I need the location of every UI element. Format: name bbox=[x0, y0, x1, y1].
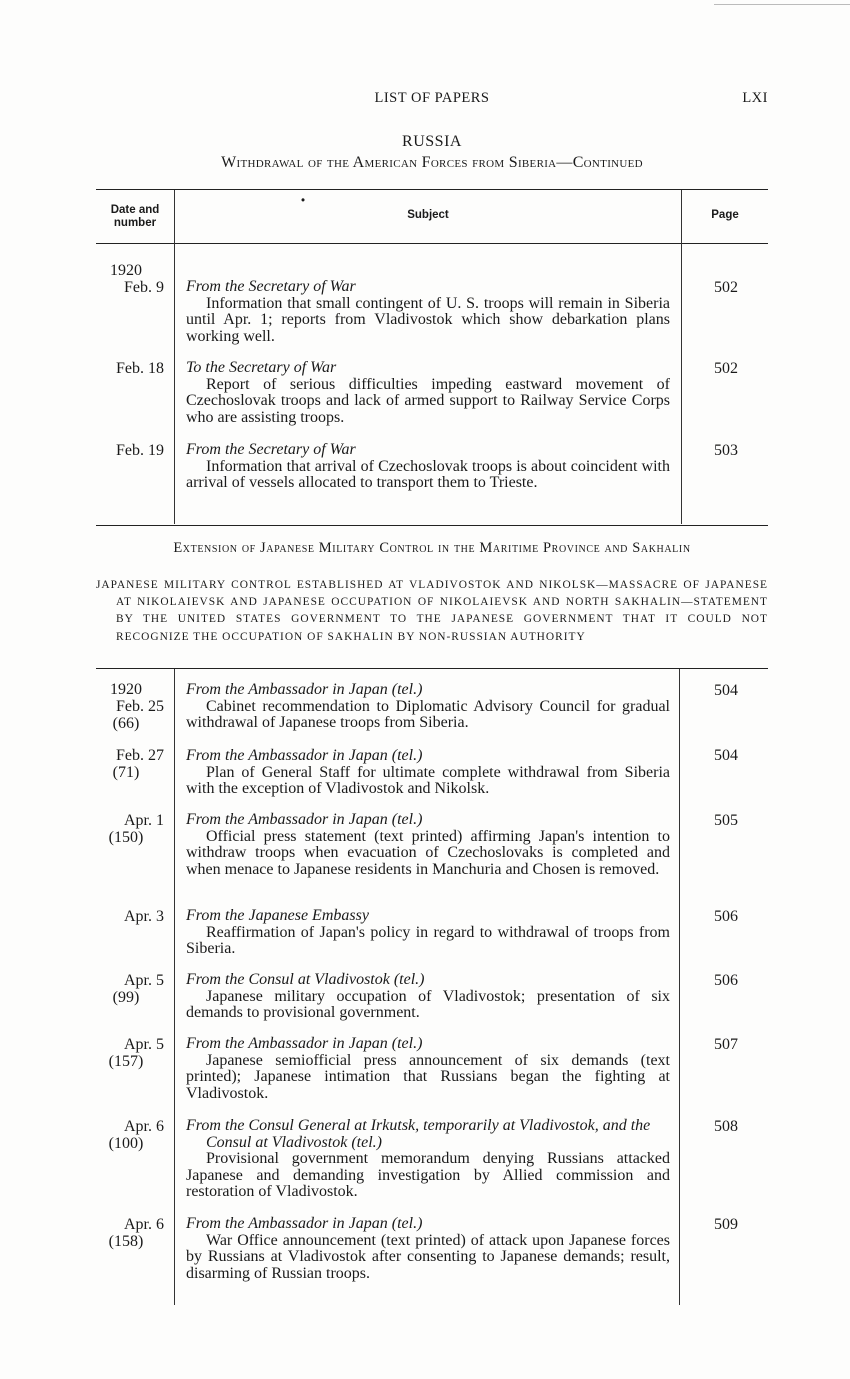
entry-subject bbox=[186, 1118, 670, 1201]
column-divider bbox=[174, 669, 175, 1305]
subsection-summary: JAPANESE MILITARY CONTROL ESTABLISHED AT VLADIVOSTOK AND NIKOLSK—MASSACRE OF JAPANESE AT NIKOLAIEVSK AND JAPANESE OCCUPATION OF NIKOLAIEVSK AND NORTH SAKHALIN—STATEMENT BY THE UNITED STATES GOVERNMENT TO THE JAPANESE GOVERNMENT THAT IT COULD NOT RECOGNIZE THE OCCUPATION OF SAKHALIN BY NON-RUSSIAN AUTHORITY bbox=[96, 579, 768, 643]
entry-number: (66) bbox=[112, 715, 140, 732]
header-dot: • bbox=[300, 195, 306, 207]
entry-page: 504 bbox=[714, 682, 738, 699]
entry-sender: From the Ambassador in Japan (tel.) bbox=[186, 681, 423, 698]
entry-description: Provisional government memorandum denying Russians attacked Japanese and demanding investigation by Allied commission and restoration of Vladivostok. bbox=[186, 1150, 670, 1201]
entry-subject bbox=[186, 682, 670, 732]
entry-date: Feb. 9 bbox=[124, 279, 164, 296]
entry-sender: From the Ambassador in Japan (tel.) bbox=[186, 811, 423, 828]
entry-description: Information that arrival of Czechoslovak troops is about coincident with arrival of vessels allocated to transport them to Trieste. bbox=[186, 457, 670, 492]
year-label: 1920 bbox=[110, 262, 142, 279]
table-header-rule bbox=[96, 243, 768, 244]
entry-page: 506 bbox=[714, 972, 738, 989]
entry-number: (150) bbox=[108, 829, 144, 846]
header-page: Page bbox=[711, 209, 739, 221]
entry-page: 502 bbox=[714, 360, 738, 377]
header-subject: Subject bbox=[407, 209, 449, 221]
entry-page: 505 bbox=[714, 812, 738, 829]
entry-description: Information that small contingent of U. S. troops will remain in Siberia until Apr. 1; reports from Vladivostok which show debarkation plans working well. bbox=[186, 294, 670, 345]
entry-description: Japanese semiofficial press announcement of six demands (text printed); Japanese intimation that Russians began the fighting at Vladivostok. bbox=[186, 1051, 670, 1102]
entry-page: 503 bbox=[714, 442, 738, 459]
table-top-rule bbox=[96, 189, 768, 190]
entry-description: Report of serious difficulties impeding eastward movement of Czechoslovak troops and lack of armed support to Railway Service Corps who are assisting troops. bbox=[186, 375, 670, 426]
column-divider bbox=[679, 669, 680, 1305]
entry-date: Apr. 5 bbox=[124, 1036, 164, 1053]
entry-subject bbox=[186, 442, 670, 492]
subsection-title: Extension of Japanese Military Control in the Maritime Province and Sakhalin bbox=[173, 540, 691, 556]
entry-subject bbox=[186, 279, 670, 345]
entry-date: Apr. 5 bbox=[124, 972, 164, 989]
column-divider bbox=[681, 190, 682, 524]
country-heading: RUSSIA bbox=[402, 133, 462, 150]
page-number: LXI bbox=[742, 90, 768, 106]
section-title: Withdrawal of the American Forces from Siberia—Continued bbox=[221, 154, 643, 171]
entry-page: 508 bbox=[714, 1118, 738, 1135]
entry-sender: From the Consul at Vladivostok (tel.) bbox=[186, 971, 425, 988]
entry-number: (100) bbox=[108, 1135, 144, 1152]
entry-page: 504 bbox=[714, 747, 738, 764]
entry-date: Feb. 27 bbox=[116, 747, 164, 764]
table-top-rule bbox=[96, 668, 768, 669]
entry-subject bbox=[186, 972, 670, 1022]
entry-date: Feb. 19 bbox=[116, 442, 164, 459]
entry-description: Reaffirmation of Japan's policy in regard to withdrawal of troops from Siberia. bbox=[186, 923, 670, 958]
year-label: 1920 bbox=[110, 681, 142, 698]
table-bottom-rule bbox=[96, 525, 768, 526]
entry-date: Apr. 3 bbox=[124, 908, 164, 925]
header-date-number: Date and number bbox=[110, 204, 160, 229]
entry-page: 507 bbox=[714, 1036, 738, 1053]
entry-sender: From the Ambassador in Japan (tel.) bbox=[186, 1215, 423, 1232]
entry-description: War Office announcement (text printed) of attack upon Japanese forces by Russians at Vladivostok after consenting to Japanese demands; result, disarming of Russian troops. bbox=[186, 1231, 670, 1282]
entry-date: Apr. 6 bbox=[124, 1118, 164, 1135]
entry-sender: From the Japanese Embassy bbox=[186, 907, 369, 924]
entry-sender: From the Ambassador in Japan (tel.) bbox=[186, 747, 423, 764]
entry-number: (99) bbox=[112, 989, 140, 1006]
entry-description: Japanese military occupation of Vladivostok; presentation of six demands to provisional government. bbox=[186, 987, 670, 1022]
entry-sender: From the Secretary of War bbox=[186, 278, 356, 295]
entry-subject bbox=[186, 812, 670, 878]
entry-date: Apr. 1 bbox=[124, 812, 164, 829]
scan-edge-mark bbox=[714, 4, 850, 5]
entry-page: 506 bbox=[714, 908, 738, 925]
entry-description: Cabinet recommendation to Diplomatic Advisory Council for gradual withdrawal of Japanese troops from Siberia. bbox=[186, 697, 670, 732]
running-head-title: LIST OF PAPERS bbox=[374, 90, 490, 106]
entry-page: 509 bbox=[714, 1216, 738, 1233]
entry-sender: From the Ambassador in Japan (tel.) bbox=[186, 1035, 423, 1052]
entry-sender: To the Secretary of War bbox=[186, 359, 337, 376]
entry-number: (157) bbox=[108, 1053, 144, 1070]
entry-description: Official press statement (text printed) affirming Japan's intention to withdraw troops when evacuation of Czechoslovaks is completed and when menace to Japanese residents in Manchuria and Chosen is removed. bbox=[186, 827, 670, 878]
entry-sender: From the Secretary of War bbox=[186, 441, 356, 458]
entry-subject bbox=[186, 908, 670, 958]
entry-description: Plan of General Staff for ultimate complete withdrawal from Siberia with the exception of Vladivostok and Nikolsk. bbox=[186, 763, 670, 798]
entry-date: Feb. 25 bbox=[116, 698, 164, 715]
entry-date: Apr. 6 bbox=[124, 1216, 164, 1233]
entry-date: Feb. 18 bbox=[116, 360, 164, 377]
entry-subject bbox=[186, 748, 670, 798]
entry-number: (71) bbox=[112, 764, 140, 781]
entry-subject bbox=[186, 360, 670, 426]
entry-page: 502 bbox=[714, 279, 738, 296]
entry-number: (158) bbox=[108, 1233, 144, 1250]
entry-subject bbox=[186, 1036, 670, 1102]
entry-subject bbox=[186, 1216, 670, 1282]
column-divider bbox=[174, 190, 175, 524]
entry-sender: From the Consul General at Irkutsk, temporarily at Vladivostok, and the Consul at Vladivostok (tel.) bbox=[186, 1117, 651, 1151]
